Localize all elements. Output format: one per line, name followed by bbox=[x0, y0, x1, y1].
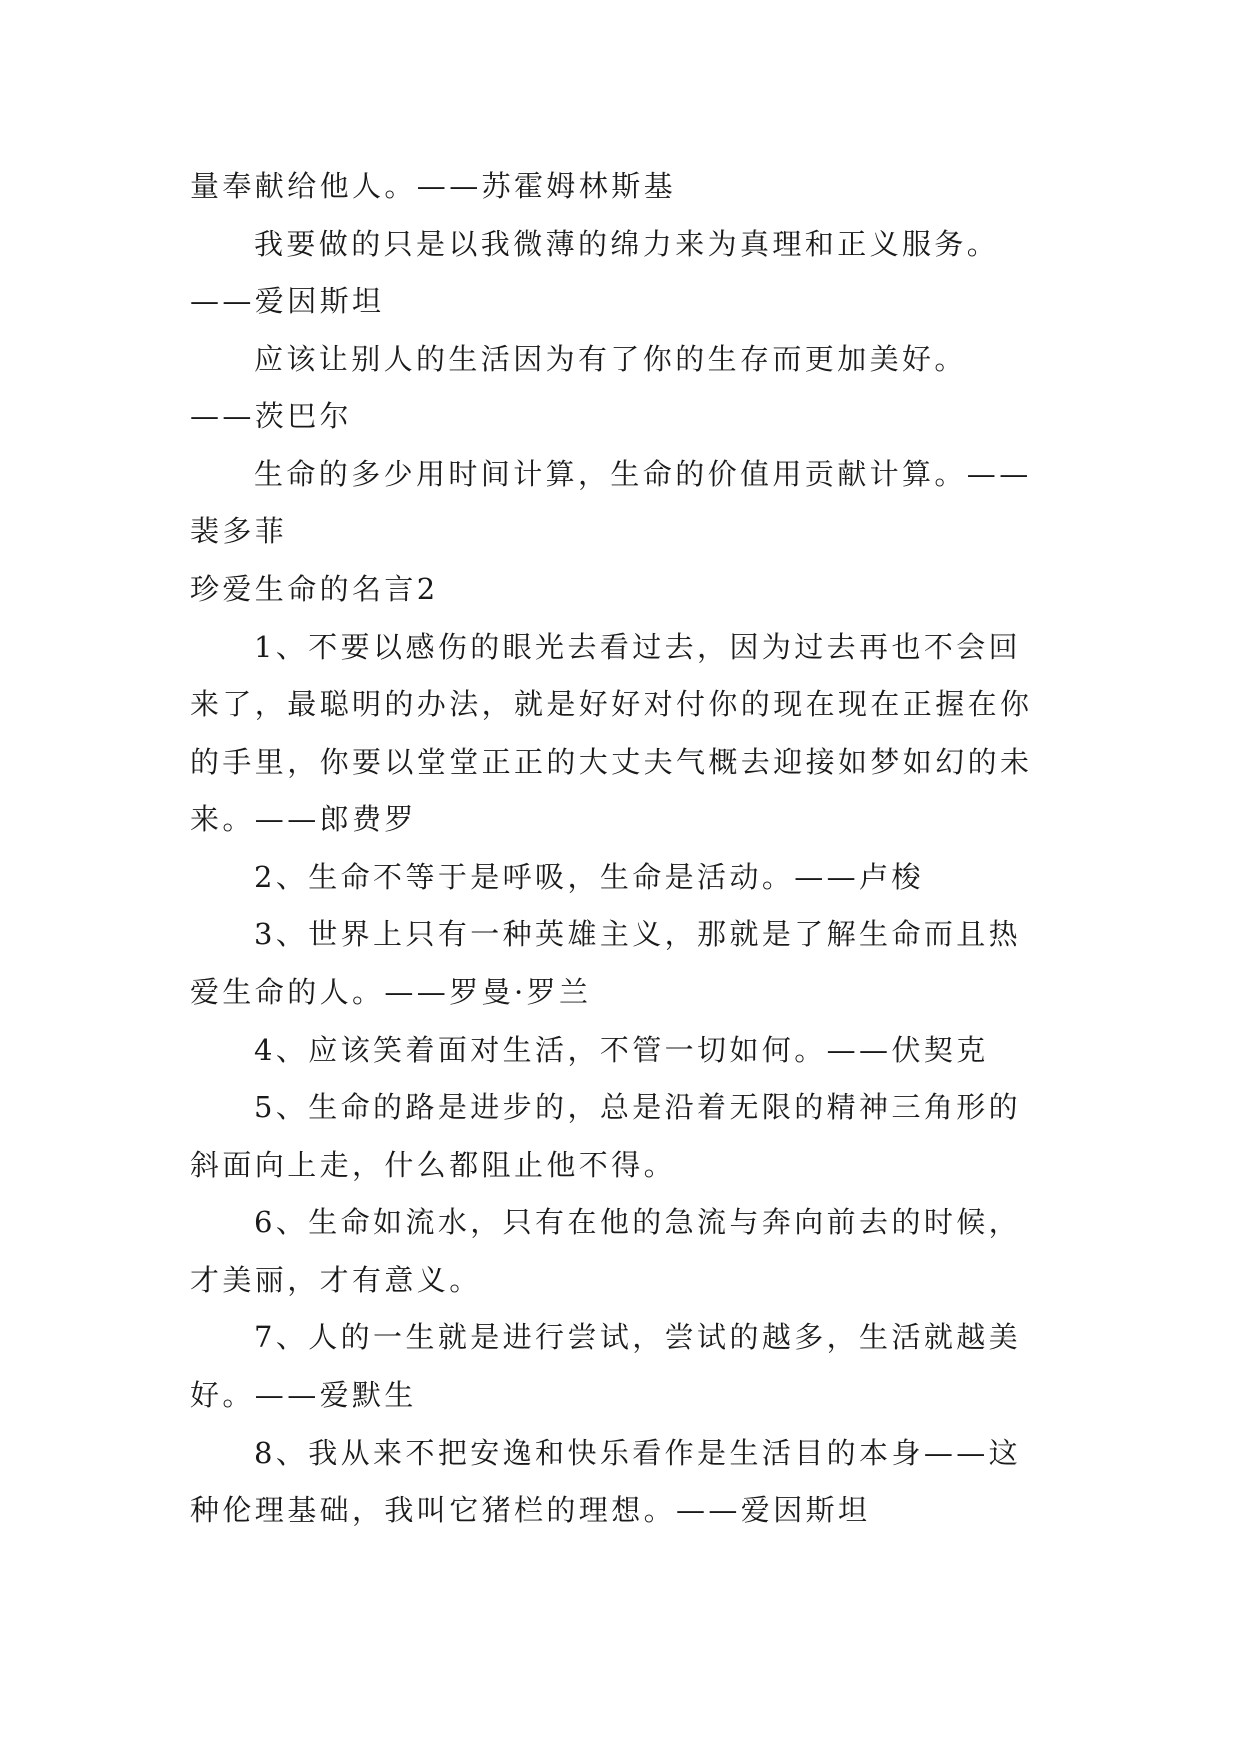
text-line: 量奉献给他人。——苏霍姆林斯基 bbox=[190, 169, 677, 203]
text-line: ——爱因斯坦 bbox=[190, 284, 385, 318]
text-line: 我要做的只是以我微薄的绵力来为真理和正义服务。 bbox=[254, 227, 1000, 261]
text-line: 1、不要以感伤的眼光去看过去，因为过去再也不会回 bbox=[254, 630, 1022, 664]
text-line: 来。——郎费罗 bbox=[190, 802, 417, 836]
text-line: 爱生命的人。——罗曼·罗兰 bbox=[190, 975, 592, 1009]
section-heading: 珍爱生命的名言2 bbox=[190, 572, 439, 606]
text-line: 好。——爱默生 bbox=[190, 1378, 417, 1412]
text-line: 来了，最聪明的办法，就是好好对付你的现在现在正握在你 bbox=[190, 687, 1033, 721]
text-line: 5、生命的路是进步的，总是沿着无限的精神三角形的 bbox=[254, 1090, 1022, 1124]
text-line: ——茨巴尔 bbox=[190, 399, 353, 433]
text-line: 4、应该笑着面对生活，不管一切如何。——伏契克 bbox=[254, 1033, 989, 1067]
text-line: 应该让别人的生活因为有了你的生存而更加美好。 bbox=[254, 342, 967, 376]
text-line: 的手里，你要以堂堂正正的大丈夫气概去迎接如梦如幻的未 bbox=[190, 745, 1033, 779]
text-line: 6、生命如流水，只有在他的急流与奔向前去的时候， bbox=[254, 1205, 1022, 1239]
text-line: 7、人的一生就是进行尝试，尝试的越多，生活就越美 bbox=[254, 1320, 1022, 1354]
text-line: 3、世界上只有一种英雄主义，那就是了解生命而且热 bbox=[254, 917, 1022, 951]
text-line: 斜面向上走，什么都阻止他不得。 bbox=[190, 1148, 677, 1182]
text-line: 裴多菲 bbox=[190, 514, 288, 548]
text-line: 2、生命不等于是呼吸，生命是活动。——卢梭 bbox=[254, 860, 924, 894]
text-line: 种伦理基础，我叫它猪栏的理想。——爱因斯坦 bbox=[190, 1493, 871, 1527]
text-line: 生命的多少用时间计算，生命的价值用贡献计算。—— bbox=[254, 457, 1032, 491]
text-line: 才美丽，才有意义。 bbox=[190, 1263, 482, 1297]
text-line: 8、我从来不把安逸和快乐看作是生活目的本身——这 bbox=[254, 1436, 1022, 1470]
